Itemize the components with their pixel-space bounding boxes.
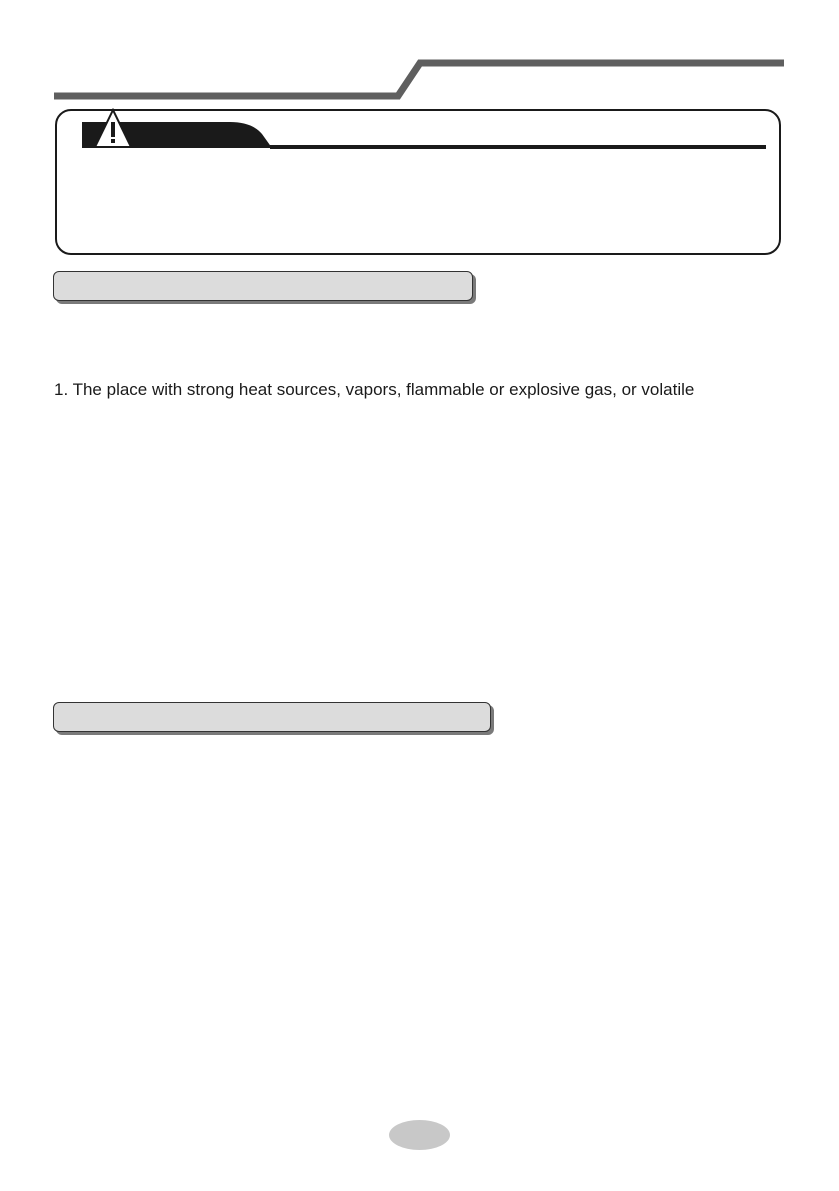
- header-rule: [0, 0, 839, 110]
- list-item: 1. The place with strong heat sources, vapors, flammable or explosive gas, or volatile: [54, 380, 695, 399]
- section-header-bar: [53, 271, 473, 301]
- page-number-badge: [389, 1120, 450, 1150]
- section-header-bar: [53, 702, 491, 732]
- warning-banner: [80, 108, 770, 153]
